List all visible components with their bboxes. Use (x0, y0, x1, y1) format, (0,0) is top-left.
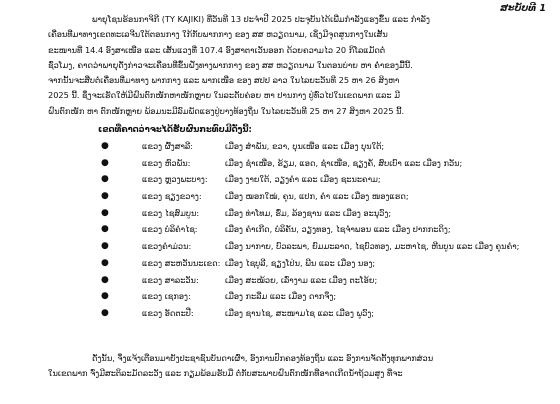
province-name: ແຂວງ ສະຫວັນນະເຂດ: (142, 257, 221, 268)
bullet-icon: ● (101, 191, 109, 202)
intro-line: ພາຍຸໂຊນຮ້ອນກາຈິກີ (TY KAJIKI) ທີ່ວັນທີ 13 ປະຈໍາປີ 2025 ປະຈຸບັນໄດ້ເພີ່ມກໍາລັງແຮງຂຶ້ນ ແລະ ກໍາລັງ (92, 14, 430, 24)
province-name: ແຂວງ ບໍລິຄໍາໄຊ: (142, 224, 198, 235)
bullet-icon: ● (101, 241, 109, 252)
bullet-icon: ● (101, 291, 109, 302)
district-list: ເມືອງ ຊານໄຊ, ສະໜາມໄຊ ແລະ ເມືອງ ພູວົງ; (225, 307, 375, 318)
bullet-icon: ● (101, 207, 109, 218)
bullet-icon: ● (101, 224, 109, 235)
list-item (0, 156, 560, 173)
list-item (0, 206, 560, 223)
province-name: ແຂວງຄໍາມ່ວນ: (142, 241, 192, 252)
province-name: ແຂວງ ອັດຕະປື: (142, 307, 194, 318)
province-list (0, 139, 560, 323)
bullet-icon: ● (101, 174, 109, 185)
bullet-icon: ● (101, 157, 109, 168)
intro-line: 2025 ນີ້. ຊຶ່ງຈະເຮັດໃຫ້ມີຝົນຕົກໜັກຫາໜັກຫຼາຍ ໃນລະດັບຄ່ອຍ ຫາ ປານກາງ ປູ່ທົ່ວໄປໃນເຂດພາກ ແລະ ມີ (48, 90, 400, 101)
intro-line: ຊົ່ວໂມງ, ຄາດວ່າພາຍຸດັ່ງກ່າວຈະເຄື່ອນທີ່ຂຶ້ນຝັ່ງທາງພາກກາງ ຂອງ ສສ ຫວຽດນາມ ໃນຕອນບ່າຍ ຫາ ຄໍ່າຂອງມື້ນີ້. (48, 59, 413, 70)
district-list: ເມືອງ ໝອກໃໝ່, ຄູນ, ແປກ, ຄໍາ ແລະ ເມືອງ ໜອງແຮດ; (225, 191, 409, 202)
provinces-heading: ເຂດທີ່ຄາດວ່າຈະໄດ້ຮັບຜົນກະທົບມີດັ່ງນີ້: (98, 124, 252, 134)
list-item (0, 273, 560, 290)
district-list: ເມືອງ ໄຊບູລີ, ຊຽງໂປ່ນ, ພີນ ແລະ ເມືອງ ນອງ; (225, 257, 376, 268)
district-list: ເມືອງ ກະລືມ ແລະ ເມືອງ ດາກຈຶງ; (225, 291, 337, 302)
intro-line: ຈາກນັ້ນຈະສືບຕໍ່ເຄື່ອນທີ່ມາທາງ ພາກກາງ ແລະ ພາກເໜືອ ຂອງ ສປປ ລາວ ໃນໄລຍະວັນທີ 25 ຫາ 26 ສິງຫາ (48, 75, 400, 86)
province-name: ແຂວງ ຊຽງຂວາງ: (142, 191, 202, 202)
district-list: ເມືອງ ນາກາຍ, ບົວລະພາ, ຍົມມະລາດ, ໄຊບົວທອງ, ມະຫາໄຊ, ຫີນບູນ ແລະ ເມືອງ ຄູນຄໍາ; (225, 241, 520, 252)
list-item (0, 239, 560, 256)
closing-line: ດັ່ງນັ້ນ, ຈຶ່ງແຈ້ງເຕືອນມາຍັງປະຊາຊົນບັນດາເຜົ່າ, ອົງການປົກຄອງທ້ອງຖິ່ນ ແລະ ອົງການຈັດຕັ້ງທຸກພາກສ່ວນ (92, 353, 434, 363)
list-item (0, 139, 560, 156)
closing-paragraph (48, 351, 528, 382)
list-item (0, 289, 560, 306)
province-name: ແຂວງ ຫຼວງພະບາງ: (142, 174, 208, 185)
list-item (0, 306, 560, 323)
list-item (0, 222, 560, 239)
district-list: ເມືອງ ສະໝ້ວຍ, ເລົ່າງາມ ແລະ ເມືອງ ຕະໂອ້ຍ; (225, 274, 378, 285)
list-item (0, 189, 560, 206)
province-name: ແຂວງ ໄຊສົມບູນ: (142, 207, 200, 218)
district-list: ເມືອງ ງາຍໃຕ້, ວຽງຄໍາ ແລະ ເມືອງ ຊະນະຄາມ; (225, 174, 381, 185)
district-list: ເມືອງ ຄໍາເກີດ, ບໍລິຄັນ, ວຽງທອງ, ໄຊຈໍາພອນ ແລະ ເມືອງ ປາກກະດິງ; (225, 224, 451, 235)
intro-line: ຂະໜານທີ່ 14.4 ອົງສາເໜືອ ແລະ ເສັ້ນແວງທີ່ 107.4 ອົງສາຕາເວັນອອກ ດ້ວຍຄວາມໄວ 20 ກິໂລແມັດຕໍ່ (48, 44, 386, 55)
list-item (0, 256, 560, 273)
district-list: ເມືອງ ສໍາພັນ, ຂວາ, ບຸນເໜືອ ແລະ ເມືອງ ບຸນໃຕ້; (225, 141, 385, 151)
list-item (0, 172, 560, 189)
issue-number: ສະບັບທີ 1 (500, 3, 546, 14)
bullet-icon: ● (101, 141, 109, 151)
province-name: ແຂວງ ຜົ້ງສາລີ: (142, 141, 194, 151)
bullet-icon: ● (101, 307, 109, 318)
closing-line: ໃນເຂດພາກ ຈົ່ງມີສະຕິລະມັດລະວັງ ແລະ ກຽມພ້ອມຮັບມື ຕໍ່ກັບສະພາບຝົນຕົກໜັກທີ່ອາດເກີດນໍ້າຖ້ວມສູງ ທີ່ຈະ (48, 368, 403, 379)
intro-paragraph (48, 12, 528, 119)
province-name: ແຂວງ ຫົວພັນ: (142, 157, 191, 168)
district-list: ເມືອງ ຊໍາເໜືອ, ຮ້ຽມ, ແອດ, ຊໍາເໜືອ, ຊຽງຄໍ້, ສົບເບົາ ແລະ ເມືອງ ກວັນ; (225, 157, 463, 168)
district-list: ເມືອງ ທ່າໂທມ, ຮົ່ມ, ລ້ອງຊານ ແລະ ເມືອງ ອະນຸວົງ; (225, 207, 392, 218)
province-name: ແຂວງ ເຊກອງ: (142, 291, 191, 302)
intro-line: ຝົນຕົກໜັກ ຫາ ຕົກໜັກຫຼາຍ ພ້ອມນະມີລົມພັດແຮງປູ່ບາງທ້ອງຖິ່ນ ໃນໄລຍະວັນທີ 25 ຫາ 27 ສິງຫາ 2025 ນີ້. (48, 105, 405, 116)
bullet-icon: ● (101, 257, 109, 268)
province-name: ແຂວງ ສາລະວັນ: (142, 274, 199, 285)
bullet-icon: ● (101, 274, 109, 285)
intro-line: ເຄື່ອນທີ່ມາທາງເຂດທະເລຈີນໃຕ້ຕອນກາງ ໃກ້ກັບພາກກາງ ຂອງ ສສ ຫວຽດນາມ, ເຊິ່ງມີຈຸດສູນກາງໃນເສັ້ນ (48, 29, 388, 40)
